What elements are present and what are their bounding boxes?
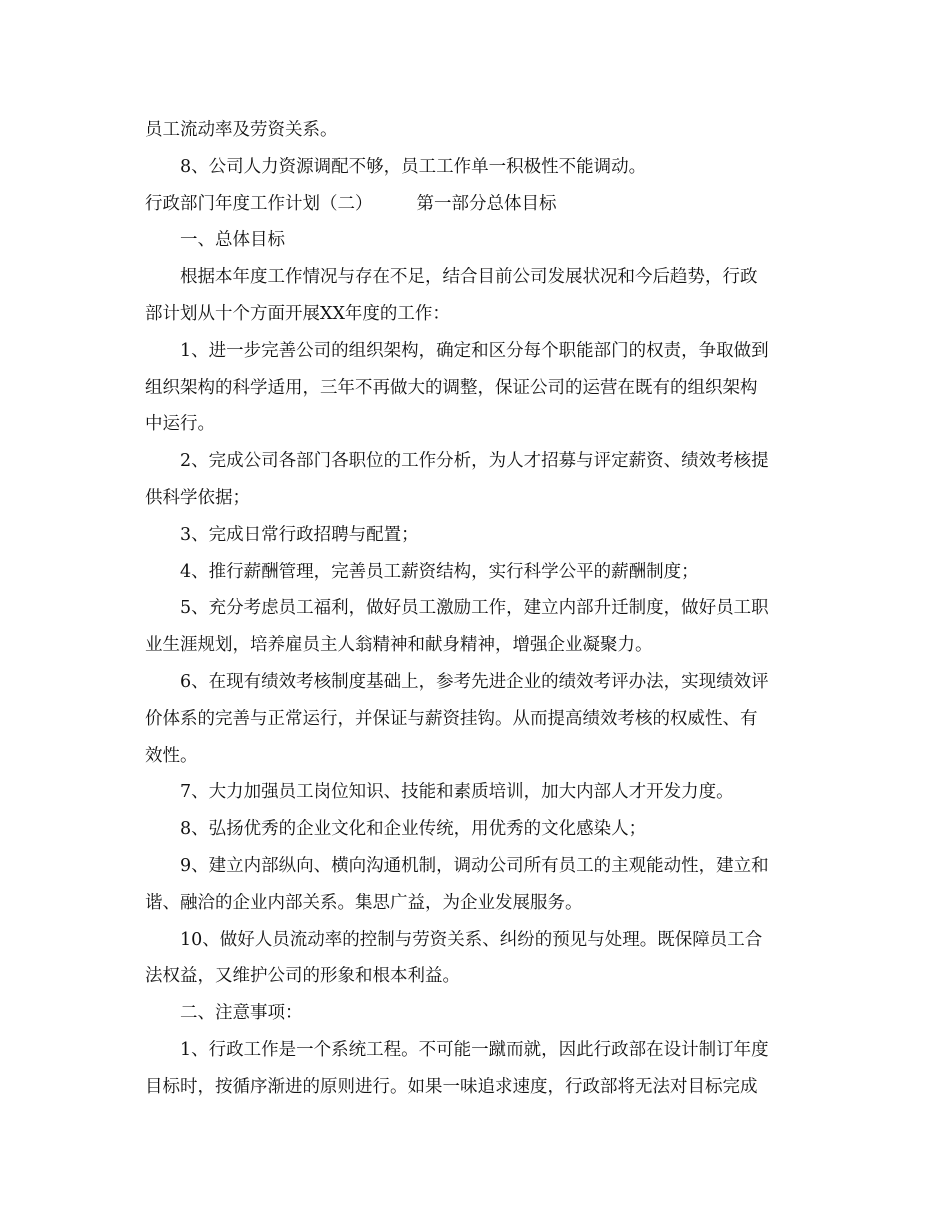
text-line: 根据本年度工作情况与存在不足，结合目前公司发展状况和今后趋势，行政 [180, 267, 758, 288]
text-line: 中运行。 [145, 414, 215, 435]
text-line: 谐、融洽的企业内部关系。集思广益，为企业发展服务。 [145, 892, 583, 913]
text-line: 效性。 [145, 745, 198, 766]
document-body [145, 112, 810, 1106]
text-line: 部计划从十个方面开展XX年度的工作： [145, 303, 450, 324]
text-line: 7、大力加强员工岗位知识、技能和素质培训，加大内部人才开发力度。 [180, 782, 734, 803]
text-line: 1、进一步完善公司的组织架构，确定和区分每个职能部门的权责，争取做到 [180, 340, 769, 361]
text-line: 价体系的完善与正常运行，并保证与薪资挂钩。从而提高绩效考核的权威性、有 [145, 708, 758, 729]
text-line: 组织架构的科学适用，三年不再做大的调整，保证公司的运营在既有的组织架构 [145, 377, 758, 398]
text-line: 4、推行薪酬管理，完善员工薪资结构，实行科学公平的薪酬制度； [180, 561, 699, 582]
text-line: 2、完成公司各部门各职位的工作分析，为人才招募与评定薪资、绩效考核提 [180, 451, 769, 472]
text-line: 8、公司人力资源调配不够，员工工作单一积极性不能调动。 [180, 156, 647, 177]
section-title-right: 第一部分总体目标 [416, 193, 557, 214]
text-line: 9、建立内部纵向、横向沟通机制，调动公司所有员工的主观能动性，建立和 [180, 855, 769, 876]
text-line: 供科学依据； [145, 487, 250, 508]
text-line: 5、充分考虑员工福利，做好员工激励工作，建立内部升迁制度，做好员工职 [180, 598, 769, 619]
section-title-left: 行政部门年度工作计划（二） [145, 193, 373, 214]
heading: 二、注意事项： [180, 1003, 303, 1024]
text-line: 3、完成日常行政招聘与配置； [180, 524, 419, 545]
text-line: 8、弘扬优秀的企业文化和企业传统，用优秀的文化感染人； [180, 819, 647, 840]
section-title [145, 186, 810, 223]
text-line: 员工流动率及劳资关系。 [145, 120, 338, 140]
text-line: 1、行政工作是一个系统工程。不可能一蹴而就，因此行政部在设计制订年度 [180, 1039, 769, 1060]
text-line: 6、在现有绩效考核制度基础上，参考先进企业的绩效考评办法，实现绩效评 [180, 671, 769, 692]
heading: 一、总体目标 [180, 230, 285, 251]
text-line: 法权益，又维护公司的形象和根本利益。 [145, 966, 460, 987]
text-line: 业生涯规划，培养雇员主人翁精神和献身精神，增强企业凝聚力。 [145, 635, 653, 656]
text-line: 目标时，按循序渐进的原则进行。如果一味追求速度，行政部将无法对目标完成 [145, 1076, 758, 1097]
text-line: 10、做好人员流动率的控制与劳资关系、纠纷的预见与处理。既保障员工合 [180, 929, 763, 950]
